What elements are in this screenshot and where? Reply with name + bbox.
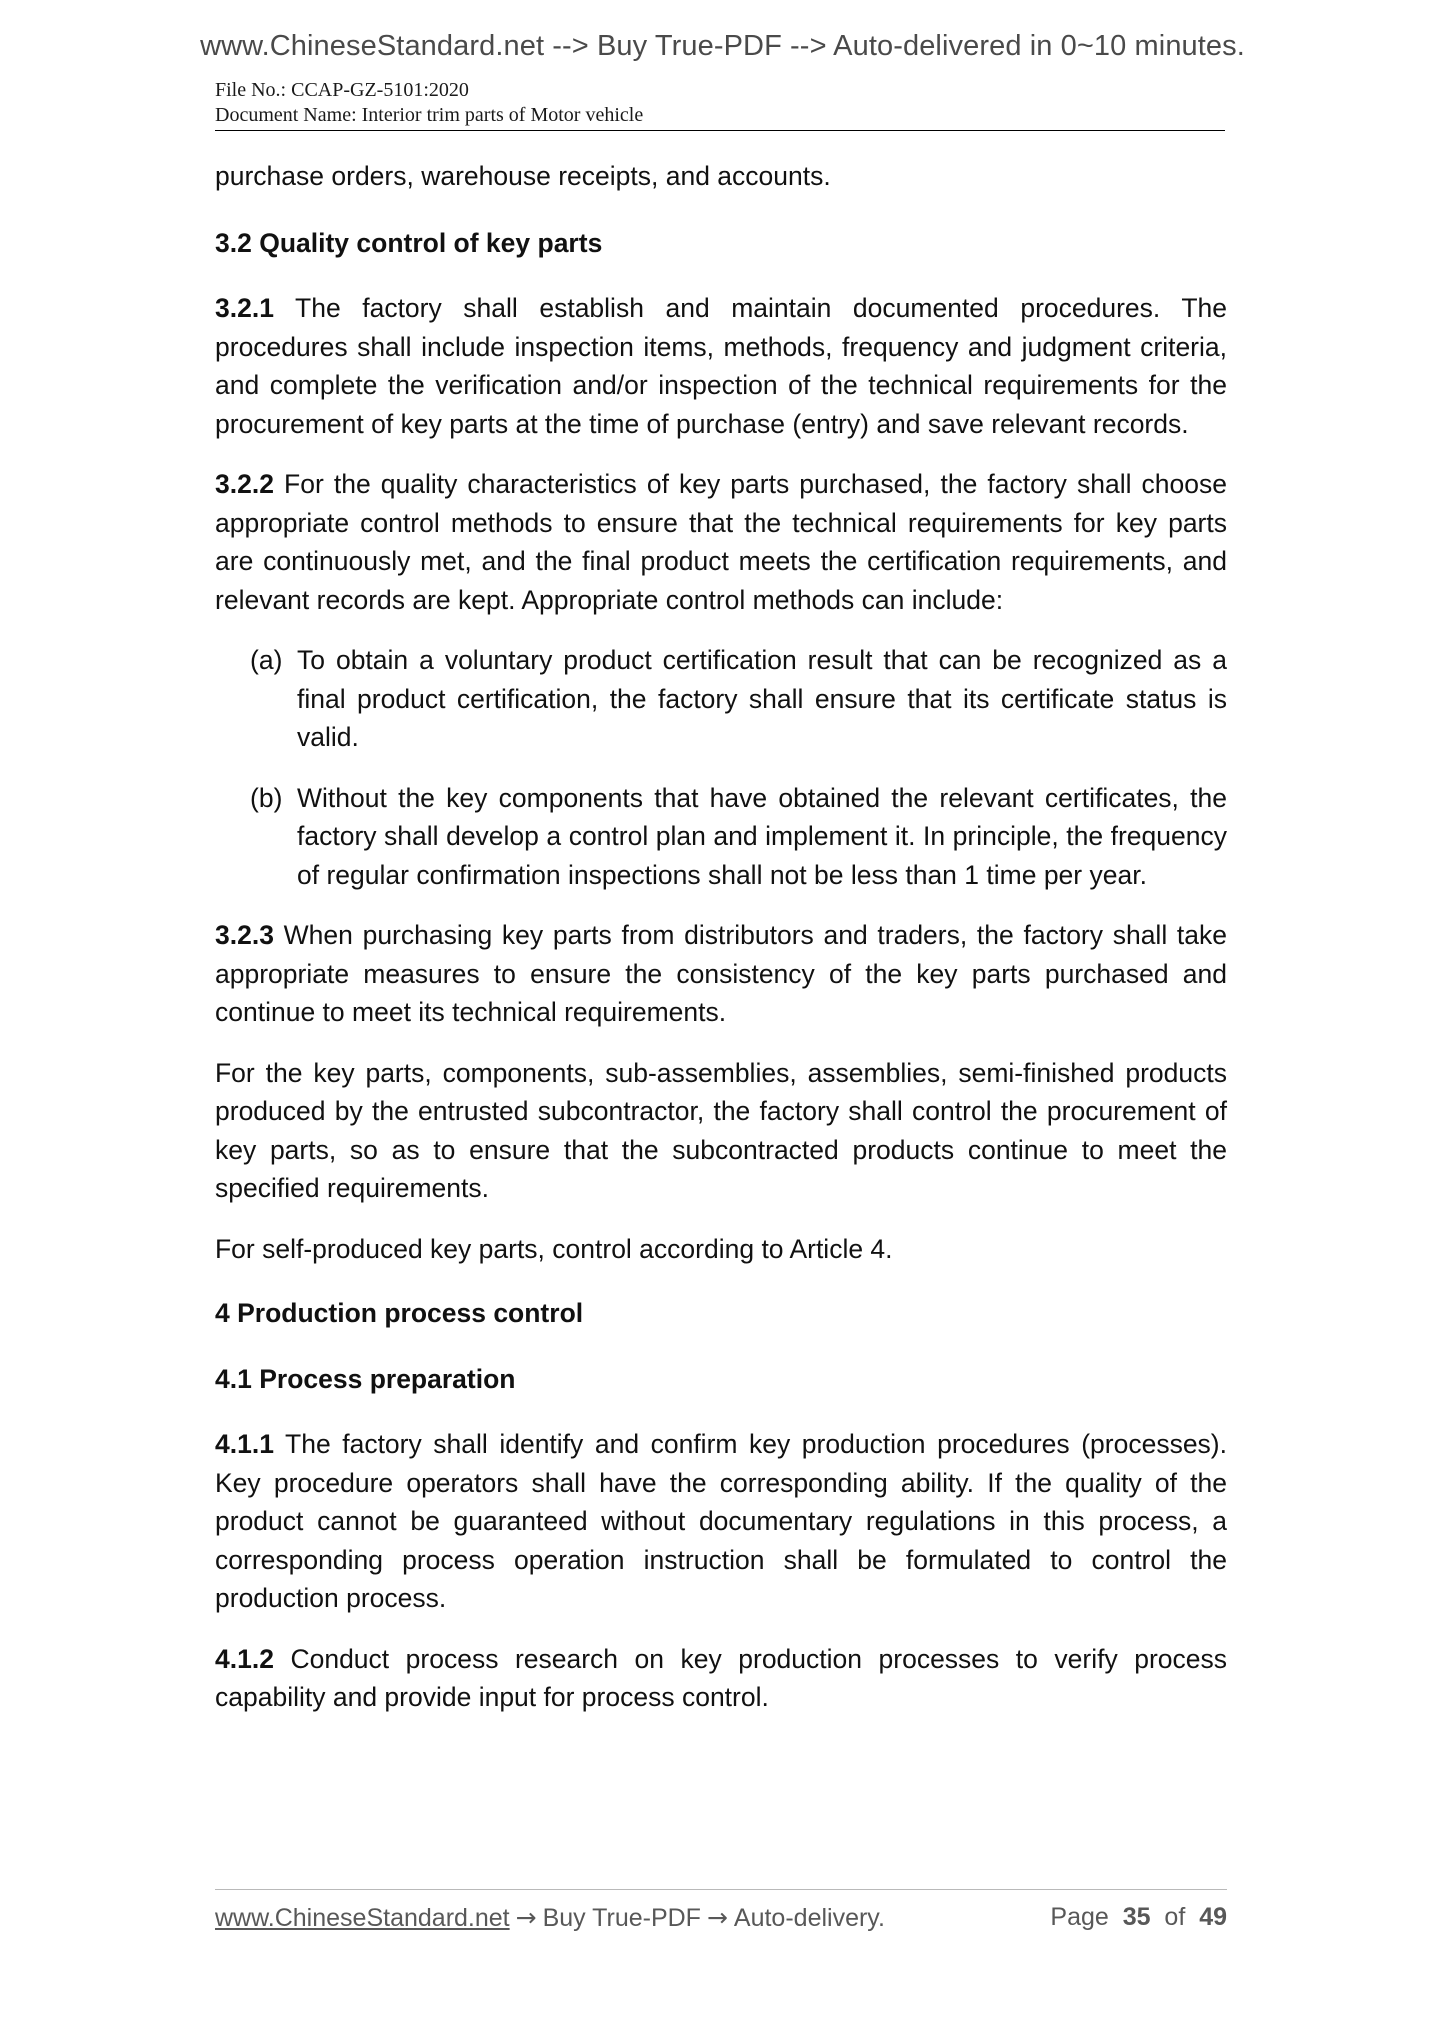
document-identification-block [215,78,1225,131]
footer-buy-text: Buy True-PDF [542,1904,701,1932]
clause-text-3-2-2: For the quality characteristics of key parts purchased, the factory shall choose appropriate control methods to ensure that the technical requirements for key parts are continuously met, and the final product meets the certification requirements, and relevant records are kept. Appropriate control methods can include: [215,469,1227,615]
arrow-right-icon: → [515,1903,537,1932]
clause-number-3-2-1: 3.2.1 [215,293,274,323]
clause-text-3-2-3: When purchasing key parts from distributors and traders, the factory shall take appropriate measures to ensure the consistency of the key parts purchased and continue to meet its technical requirements. [215,920,1227,1027]
paragraph-4-1-2 [215,1640,1227,1717]
footer-divider [215,1889,1227,1890]
list-marker-b: (b) [250,782,283,813]
paragraph-self-produced: For self-produced key parts, control according to Article 4. [215,1233,893,1264]
promo-banner: www.ChineseStandard.net --> Buy True-PDF --> Auto-delivered in 0~10 minutes. [200,30,1245,62]
clause-text-4-1-1: The factory shall identify and confirm key production procedures (processes). Key procedure operators shall have the corresponding ability. If the quality of the product cannot be guaranteed without documentary regulations in this process, a corresponding process operation instruction shall be formulated to control the production process. [215,1429,1227,1613]
list-marker-a: (a) [250,645,283,675]
heading-4-1: 4.1 Process preparation [215,1363,516,1394]
paragraph-4-1-1 [215,1425,1227,1618]
paragraph-3-2-1 [215,289,1227,443]
header-divider [215,130,1225,131]
current-page-number: 35 [1122,1903,1151,1931]
page-footer [215,1903,1227,1933]
paragraph-continued: purchase orders, warehouse receipts, and accounts. [215,161,831,191]
paragraph-3-2-2 [215,465,1227,619]
footer-delivery-text: Auto-delivery. [733,1904,885,1932]
clause-number-3-2-2: 3.2.2 [215,469,274,499]
page-number-indicator [1050,1903,1227,1932]
list-item [215,641,1227,757]
heading-4: 4 Production process control [215,1298,584,1328]
file-number-line: File No.: CCAP-GZ-5101:2020 [215,79,469,101]
clause-text-4-1-2: Conduct process research on key production processes to verify process capability and provide input for process control. [215,1643,1227,1712]
clause-number-4-1-1: 4.1.1 [215,1429,274,1459]
footer-site-link[interactable]: www.ChineseStandard.net [215,1904,510,1932]
list-item [215,779,1227,895]
of-label: of [1164,1903,1186,1931]
page-label: Page [1050,1903,1109,1931]
total-page-count: 49 [1199,1903,1227,1931]
clause-number-4-1-2: 4.1.2 [215,1643,274,1674]
document-name-line: Document Name: Interior trim parts of Motor vehicle [215,104,644,126]
paragraph-3-2-3 [215,916,1227,1032]
heading-3-2: 3.2 Quality control of key parts [215,227,603,258]
list-text-b: Without the key components that have obtained the relevant certificates, the factory shall develop a control plan and implement it. In principle, the frequency of regular confirmation inspections shall not be less than 1 time per year. [297,782,1227,890]
arrow-right-icon: → [706,1903,728,1932]
paragraph-entrusted-subcontractor: For the key parts, components, sub-assemblies, assemblies, semi-finished products produced by the entrusted subcontractor, the factory shall control the procurement of key parts, so as to ensure that the subcontracted products continue to meet the specified requirements. [215,1057,1227,1203]
list-text-a: To obtain a voluntary product certification result that can be recognized as a final product certification, the factory shall ensure that its certificate status is valid. [297,645,1227,752]
document-body [215,157,1227,1739]
clause-number-3-2-3: 3.2.3 [215,920,274,950]
footer-center-block [215,1904,885,1932]
clause-text-3-2-1: The factory shall establish and maintain documented procedures. The procedures shall include inspection items, methods, frequency and judgment criteria, and complete the verification and/or inspection of the technical requirements for the procurement of key parts at the time of purchase (entry) and save relevant records. [215,293,1227,439]
